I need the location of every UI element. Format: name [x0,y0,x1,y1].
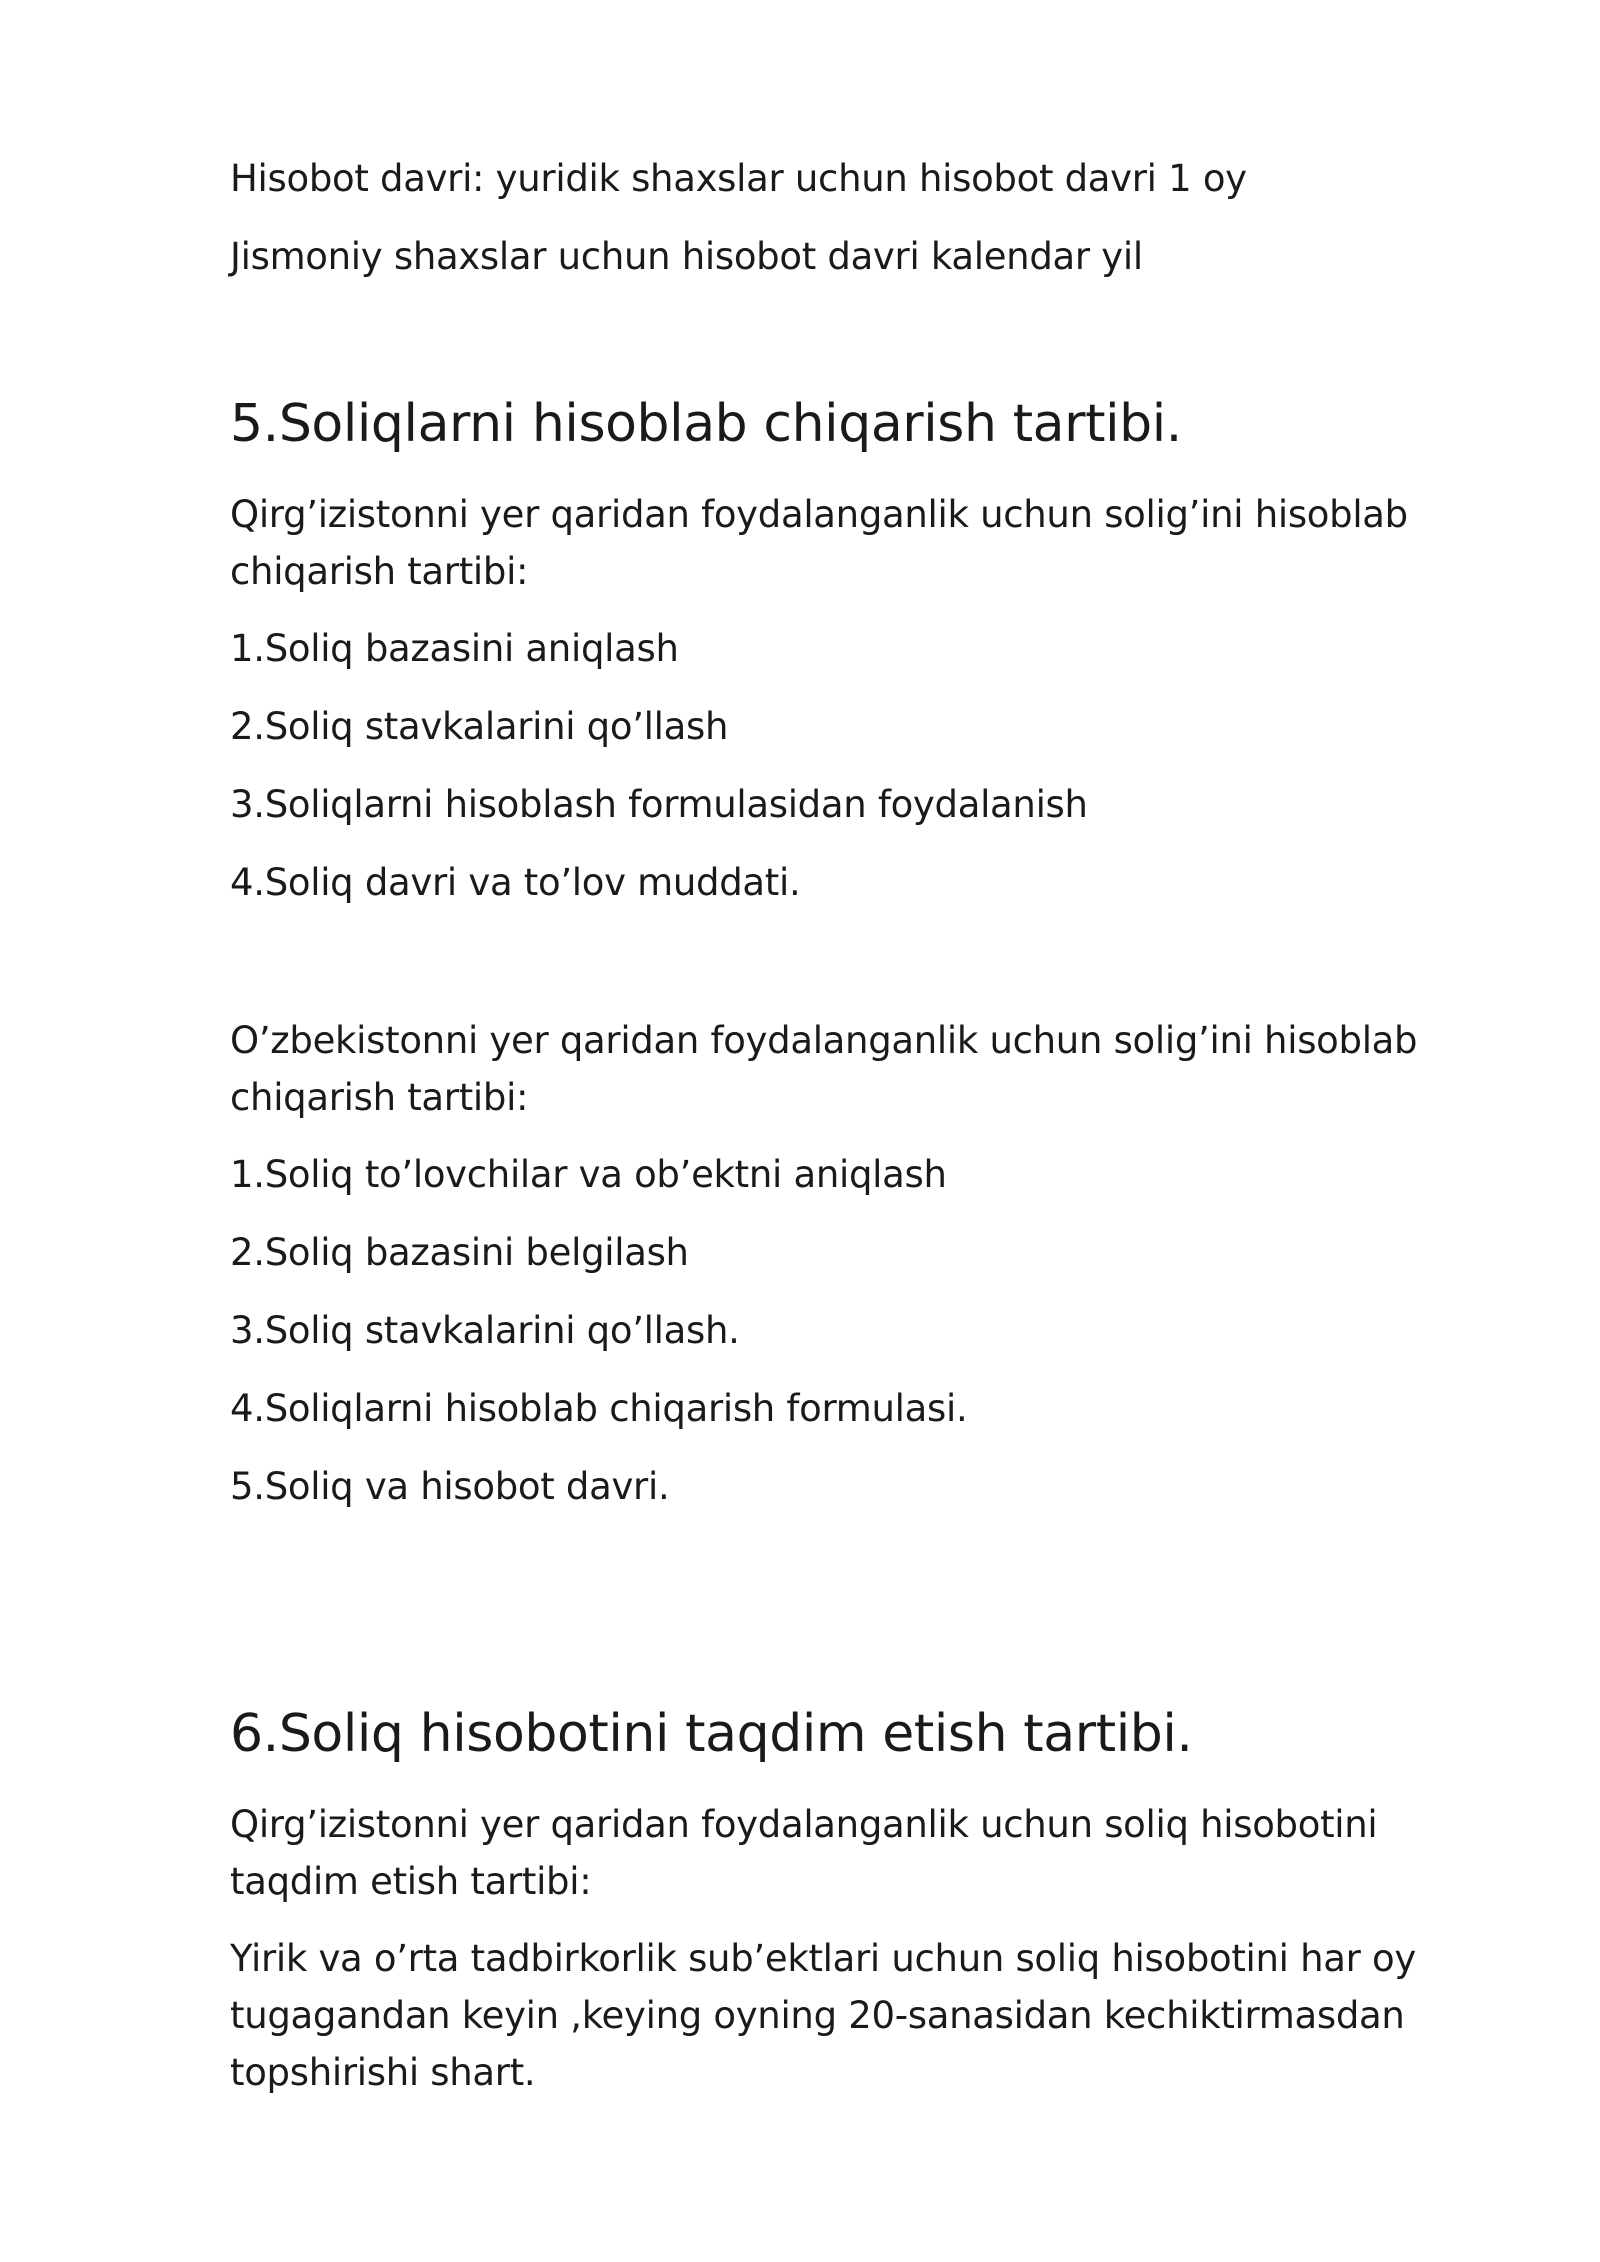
section-5-kyrgyz-item: 1.Soliq bazasini aniqlash [230,627,679,670]
reporting-period-individual: Jismoniy shaxslar uchun hisobot davri kalendar yil [230,235,1143,278]
section-5-uzbek-item: 3.Soliq stavkalarini qo’llash. [230,1309,740,1352]
section-5-uzbek-item: 2.Soliq bazasini belgilash [230,1231,689,1274]
section-5-uzbek-item: 4.Soliqlarni hisoblab chiqarish formulasi. [230,1387,968,1430]
section-5-uzbek-intro: O’zbekistonni yer qaridan foydalanganlik uchun solig’ini hisoblab chiqarish tartibi: [230,1019,1418,1119]
section-5-uzbek-item: 1.Soliq to’lovchilar va ob’ektni aniqlash [230,1153,947,1196]
section-6-intro: Qirg’izistonni yer qaridan foydalanganlik uchun soliq hisobotini taqdim etish tartibi: [230,1803,1378,1903]
section-5-kyrgyz-item: 2.Soliq stavkalarini qo’llash [230,705,729,748]
section-5-kyrgyz-intro: Qirg’izistonni yer qaridan foydalanganlik uchun solig’ini hisoblab chiqarish tartibi: [230,493,1408,593]
reporting-period-legal: Hisobot davri: yuridik shaxslar uchun hisobot davri 1 oy [230,157,1247,200]
section-6-paragraph: Yirik va o’rta tadbirkorlik sub’ektlari uchun soliq hisobotini har oy tugagandan keyin ,keying oyning 20-sanasidan kechiktirmasdan topshirishi shart. [230,1937,1416,2094]
section-5-kyrgyz-item: 3.Soliqlarni hisoblash formulasidan foydalanish [230,783,1088,826]
section-6-heading: 6.Soliq hisobotini taqdim etish tartibi. [230,1704,1193,1764]
section-5-heading: 5.Soliqlarni hisoblab chiqarish tartibi. [230,394,1182,454]
section-5-uzbek-item: 5.Soliq va hisobot davri. [230,1465,670,1508]
section-5-kyrgyz-item: 4.Soliq davri va to’lov muddati. [230,861,801,904]
